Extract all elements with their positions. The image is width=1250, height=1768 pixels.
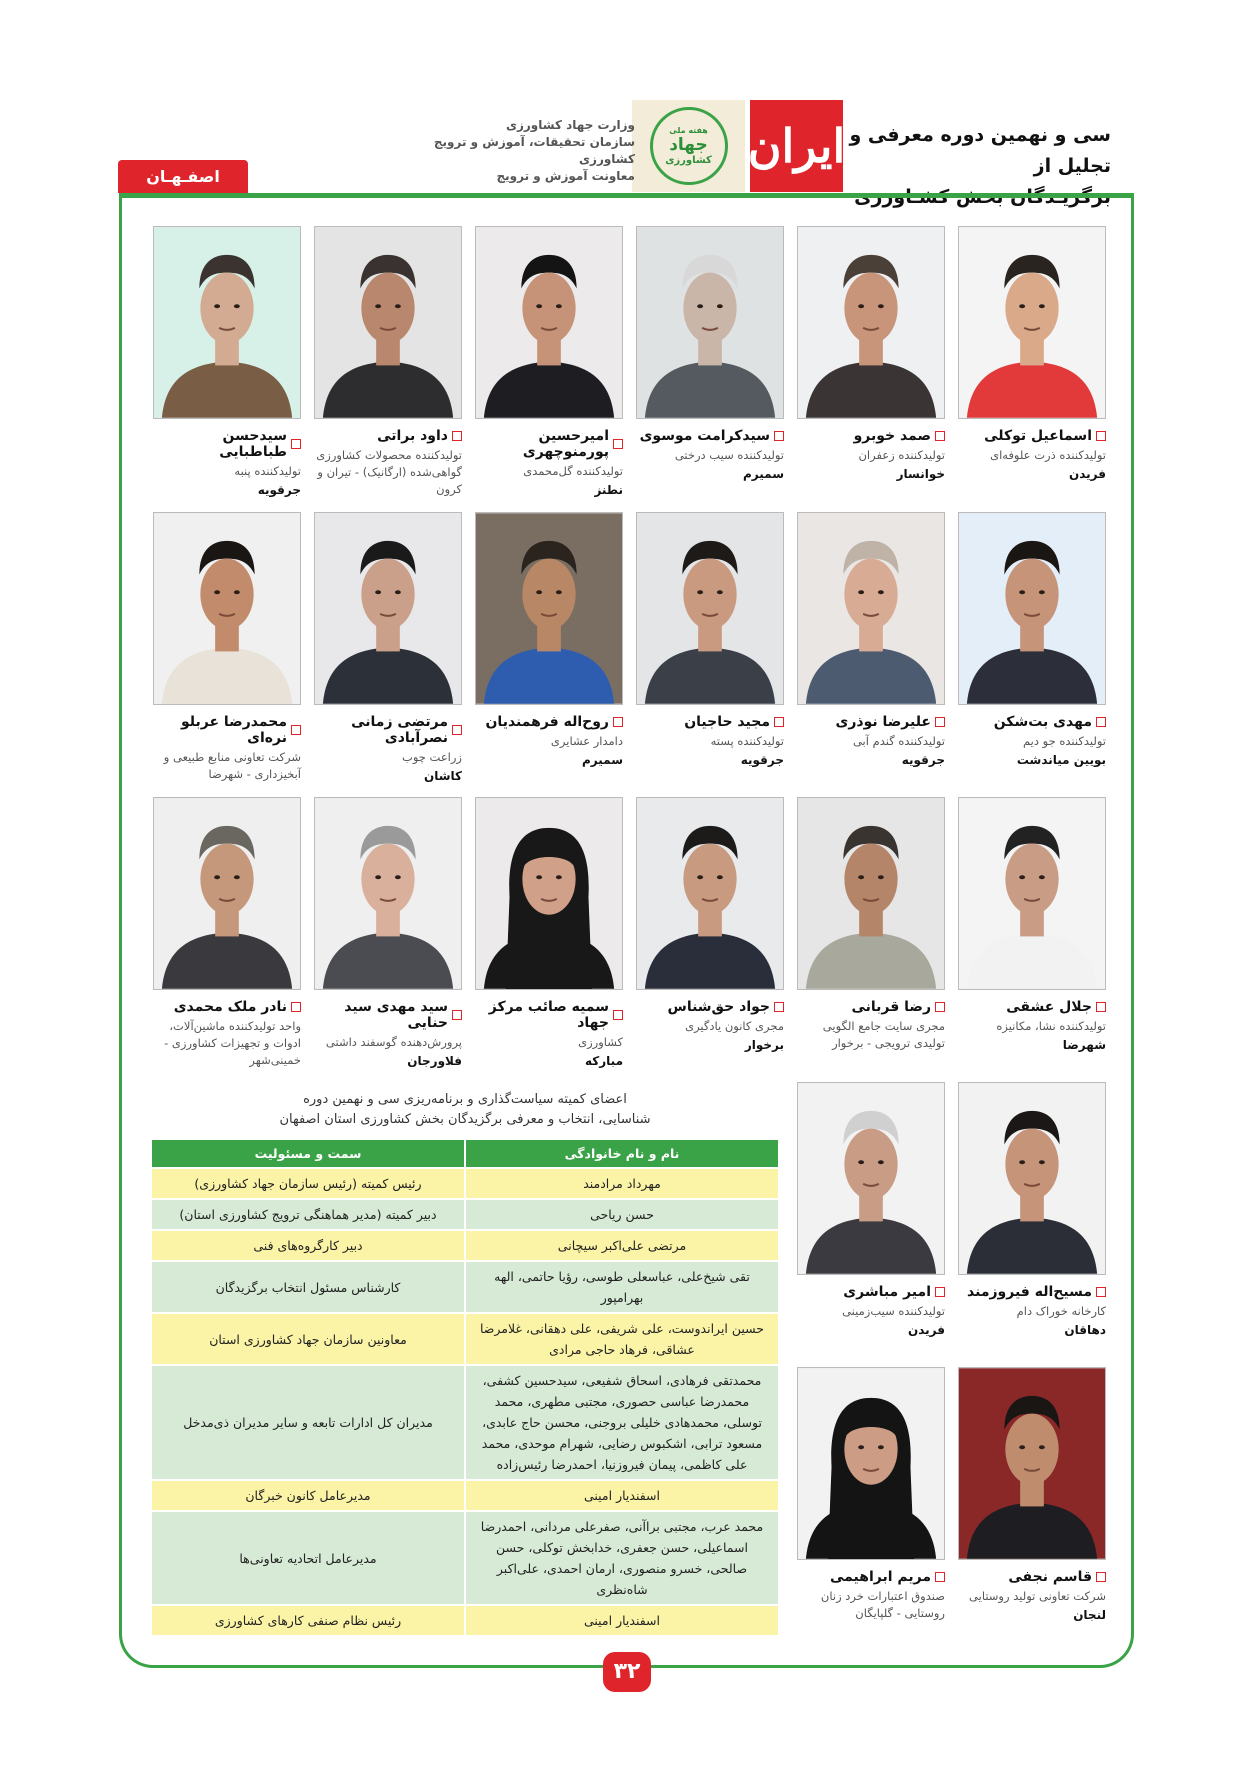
- portrait-photo: [958, 512, 1106, 705]
- portrait-photo: [958, 226, 1106, 419]
- committee-title-line-2: شناسایی، انتخاب و معرفی برگزیدگان بخش کشاورزی استان اصفهان: [279, 1112, 651, 1127]
- person-name: [797, 428, 945, 444]
- province-tab: اصفـهـان: [118, 160, 248, 193]
- member-role-cell: دبیر کارگروه‌های فنی: [151, 1230, 465, 1261]
- checkbox-bullet-icon: [613, 439, 623, 449]
- portrait-photo: [797, 1082, 945, 1275]
- checkbox-bullet-icon: [935, 1002, 945, 1012]
- person-role: پرورش‌دهنده گوسفند داشتی: [325, 1035, 462, 1049]
- jahad-logo: [632, 100, 745, 192]
- portrait-photo: [153, 512, 301, 705]
- person-role: کارخانه خوراک دام: [1016, 1304, 1106, 1318]
- person-city: دهاقان: [1064, 1323, 1106, 1337]
- portrait-image: [476, 798, 622, 989]
- portrait-image: [154, 513, 300, 704]
- committee-title-line-1: اعضای کمیته سیاست‌گذاری و برنامه‌ریزی سی و نهمین دوره: [303, 1092, 627, 1107]
- person-card: [636, 226, 784, 481]
- person-card: [314, 512, 462, 783]
- table-row: [151, 1365, 779, 1480]
- person-name-text: مهدی بت‌شکن: [993, 714, 1092, 730]
- portrait-image: [637, 513, 783, 704]
- person-name: [636, 714, 784, 730]
- person-name-text: سید مهدی سید حنایی: [344, 999, 448, 1031]
- portrait-image: [637, 798, 783, 989]
- checkbox-bullet-icon: [613, 717, 623, 727]
- portrait-image: [798, 227, 944, 418]
- person-role: تولیدکننده سیب درختی: [674, 448, 784, 462]
- person-city: نطنز: [594, 483, 623, 497]
- portrait-photo: [797, 226, 945, 419]
- person-city: فریدن: [1068, 467, 1106, 481]
- person-name: [797, 999, 945, 1015]
- checkbox-bullet-icon: [1096, 1002, 1106, 1012]
- portrait-image: [476, 513, 622, 704]
- portrait-image: [959, 227, 1105, 418]
- col-header-name: نام و نام خانوادگی: [465, 1139, 779, 1168]
- person-role: تولیدکننده گندم آبی: [852, 734, 945, 748]
- person-city: مبارکه: [585, 1054, 623, 1068]
- jahad-logo-line-3: کشاورزی: [665, 155, 712, 166]
- portrait-image: [798, 1368, 944, 1559]
- person-city: کاشان: [423, 769, 462, 783]
- person-role: مجری سایت جامع الگویی تولیدی ترویجی - برخوار: [822, 1019, 945, 1050]
- table-row: [151, 1199, 779, 1230]
- ministry-line-2: سازمان تحقیقات، آموزش و ترویج کشاورزی: [433, 135, 635, 166]
- checkbox-bullet-icon: [935, 431, 945, 441]
- portrait-photo: [475, 797, 623, 990]
- portrait-photo: [153, 797, 301, 990]
- person-name: [475, 428, 623, 460]
- ministry-block: [380, 117, 635, 185]
- person-card: [475, 797, 623, 1068]
- checkbox-bullet-icon: [1096, 1287, 1106, 1297]
- person-city: سمیرم: [581, 753, 623, 767]
- member-name-cell: محمدتقی فرهادی، اسحاق شفیعی، سیدحسین کشفی، محمدرضا عباسی حصوری، مجتبی مطهری، محمد توسلی، محمدهادی خلیلی بروجنی، محسن حاج عابدی، مسعود ترابی، اشکبوس رضایی، شهرام موحدی، محمد علی کاظمی، پیمان فیروزنیا، احمدرضا رئیس‌زاده: [465, 1365, 779, 1480]
- person-name: [797, 714, 945, 730]
- portrait-photo: [636, 512, 784, 705]
- checkbox-bullet-icon: [291, 1002, 301, 1012]
- person-role: تولیدکننده محصولات کشاورزی گواهی‌شده (ارگانیک) - تیران و کرون: [316, 448, 462, 496]
- portrait-image: [959, 1083, 1105, 1274]
- person-role: واحد تولیدکننده ماشین‌آلات، ادوات و تجهیزات کشاورزی - خمینی‌شهر: [164, 1019, 301, 1067]
- member-role-cell: کارشناس مسئول انتخاب برگزیدگان: [151, 1261, 465, 1313]
- person-role: شرکت تعاونی تولید روستایی: [969, 1589, 1106, 1603]
- person-card: [958, 1367, 1106, 1622]
- portrait-photo: [636, 226, 784, 419]
- person-name-text: جلال عشقی: [1006, 999, 1092, 1015]
- person-name: [958, 999, 1106, 1015]
- portrait-image: [154, 227, 300, 418]
- portrait-image: [798, 513, 944, 704]
- checkbox-bullet-icon: [452, 431, 462, 441]
- committee-table: [150, 1138, 780, 1637]
- person-name: [797, 1284, 945, 1300]
- person-city: لنجان: [1073, 1608, 1106, 1622]
- person-name-text: رضا قربانی: [851, 999, 931, 1015]
- person-name-text: قاسم نجفی: [1008, 1569, 1092, 1585]
- checkbox-bullet-icon: [774, 1002, 784, 1012]
- person-name-text: علیرضا نوذری: [835, 714, 931, 730]
- portrait-image: [315, 513, 461, 704]
- portrait-image: [154, 798, 300, 989]
- checkbox-bullet-icon: [1096, 1572, 1106, 1582]
- person-name-text: محمدرضا عربلو نره‌ای: [181, 714, 287, 746]
- member-name-cell: حسن ریاحی: [465, 1199, 779, 1230]
- committee-title: [150, 1090, 780, 1130]
- checkbox-bullet-icon: [613, 1010, 623, 1020]
- person-name-text: مجید حاجیان: [684, 714, 770, 730]
- person-card: [958, 512, 1106, 767]
- ministry-line-3: معاونت آموزش و ترویج: [496, 169, 635, 183]
- person-card: [153, 512, 301, 786]
- person-name-text: اسماعیل توکلی: [984, 428, 1092, 444]
- member-role-cell: رئیس نظام صنفی کارهای کشاورزی: [151, 1605, 465, 1636]
- jahad-logo-line-2: جهاد: [669, 135, 708, 155]
- table-row: [151, 1511, 779, 1605]
- table-row: [151, 1480, 779, 1511]
- portrait-photo: [797, 512, 945, 705]
- checkbox-bullet-icon: [935, 1287, 945, 1297]
- checkbox-bullet-icon: [452, 725, 462, 735]
- portrait-photo: [314, 797, 462, 990]
- portrait-photo: [797, 1367, 945, 1560]
- checkbox-bullet-icon: [291, 439, 301, 449]
- person-name-text: داود براتی: [377, 428, 448, 444]
- person-card: [636, 797, 784, 1052]
- person-name: [153, 428, 301, 460]
- portrait-photo: [314, 512, 462, 705]
- person-role: تولیدکننده ذرت علوفه‌ای: [990, 448, 1106, 462]
- person-name-text: نادر ملک محمدی: [173, 999, 287, 1015]
- member-name-cell: محمد عرب، مجتبی براآنی، صفرعلی مردانی، احمدرضا اسماعیلی، حسن جعفری، خدابخش توکلی، حسن صالحی، خسرو منصوری، ارمان احمدی، علی‌اکبر شاه‌نظری: [465, 1511, 779, 1605]
- table-row: [151, 1261, 779, 1313]
- portrait-photo: [958, 1082, 1106, 1275]
- portrait-photo: [153, 226, 301, 419]
- person-name: [153, 999, 301, 1015]
- person-role: دامدار عشایری: [550, 734, 623, 748]
- person-name-text: مریم ابراهیمی: [829, 1569, 931, 1585]
- portrait-photo: [958, 1367, 1106, 1560]
- person-card: [475, 512, 623, 767]
- checkbox-bullet-icon: [1096, 431, 1106, 441]
- person-role: تولیدکننده پسته: [710, 734, 784, 748]
- person-role: شرکت تعاونی منابع طبیعی و آبخیزداری - شهرضا: [163, 750, 301, 781]
- iran-logo: ایران: [750, 100, 843, 192]
- checkbox-bullet-icon: [935, 717, 945, 727]
- person-name: [153, 714, 301, 746]
- member-role-cell: مدیرعامل کانون خبرگان: [151, 1480, 465, 1511]
- person-name: [958, 428, 1106, 444]
- person-name: [636, 999, 784, 1015]
- member-name-cell: مهرداد مرادمند: [465, 1168, 779, 1199]
- person-card: [797, 512, 945, 767]
- member-name-cell: حسین ایراندوست، علی شریفی، علی دهقانی، غلامرضا عشاقی، فرهاد حاجی مرادی: [465, 1313, 779, 1365]
- person-name-text: مرتضی زمانی نصرآبادی: [351, 714, 448, 746]
- portrait-photo: [475, 226, 623, 419]
- person-name: [797, 1569, 945, 1585]
- person-city: فلاورجان: [407, 1054, 462, 1068]
- person-card: [958, 797, 1106, 1052]
- person-role: زراعت چوب: [402, 750, 462, 764]
- member-role-cell: معاونین سازمان جهاد کشاورزی استان: [151, 1313, 465, 1365]
- portrait-image: [315, 227, 461, 418]
- member-name-cell: مرتضی علی‌اکبر سیچانی: [465, 1230, 779, 1261]
- portrait-photo: [958, 797, 1106, 990]
- person-name: [958, 714, 1106, 730]
- person-card: [314, 226, 462, 501]
- person-card: [958, 226, 1106, 481]
- member-name-cell: اسفندیار امینی: [465, 1480, 779, 1511]
- portrait-image: [959, 1368, 1105, 1559]
- person-name: [475, 714, 623, 730]
- table-row: [151, 1605, 779, 1636]
- portrait-image: [959, 513, 1105, 704]
- col-header-role: سمت و مسئولیت: [151, 1139, 465, 1168]
- table-row: [151, 1230, 779, 1261]
- person-role: تولیدکننده نشا، مکانیزه: [996, 1019, 1106, 1033]
- checkbox-bullet-icon: [1096, 717, 1106, 727]
- person-city: شهرضا: [1062, 1038, 1106, 1052]
- portrait-photo: [797, 797, 945, 990]
- person-card: [797, 797, 945, 1055]
- person-role: تولیدکننده سیب‌زمینی: [842, 1304, 945, 1318]
- member-name-cell: تقی شیخ‌علی، عباسعلی طوسی، رؤیا حاتمی، الهه بهرامپور: [465, 1261, 779, 1313]
- person-name: [314, 999, 462, 1031]
- person-name-text: امیر مباشری: [843, 1284, 931, 1300]
- portrait-photo: [314, 226, 462, 419]
- person-city: خوانسار: [896, 467, 945, 481]
- person-city: فریدن: [907, 1323, 945, 1337]
- person-name: [314, 714, 462, 746]
- checkbox-bullet-icon: [774, 431, 784, 441]
- portrait-photo: [475, 512, 623, 705]
- person-name-text: جواد حق‌شناس: [667, 999, 770, 1015]
- person-city: برخوار: [744, 1038, 784, 1052]
- person-name: [958, 1284, 1106, 1300]
- person-card: [958, 1082, 1106, 1337]
- ministry-line-1: وزارت جهاد کشاورزی: [505, 118, 635, 132]
- person-name: [958, 1569, 1106, 1585]
- person-city: جرقویه: [740, 753, 784, 767]
- jahad-logo-line-1: هفته ملی: [669, 126, 708, 135]
- jahad-emblem: [650, 107, 728, 185]
- person-name: [636, 428, 784, 444]
- member-role-cell: دبیر کمیته (مدیر هماهنگی ترویج کشاورزی استان): [151, 1199, 465, 1230]
- member-role-cell: رئیس کمیته (رئیس سازمان جهاد کشاورزی): [151, 1168, 465, 1199]
- person-name: [314, 428, 462, 444]
- person-card: [797, 1082, 945, 1337]
- person-name-text: امیرحسین پورمنوچهری: [522, 428, 609, 460]
- member-role-cell: مدیرعامل اتحادیه تعاونی‌ها: [151, 1511, 465, 1605]
- person-name: [475, 999, 623, 1031]
- person-role: تولیدکننده گل‌محمدی: [523, 464, 623, 478]
- person-role: تولیدکننده پنبه: [234, 464, 301, 478]
- person-name-text: سیدکرامت موسوی: [639, 428, 770, 444]
- checkbox-bullet-icon: [291, 725, 301, 735]
- person-card: [475, 226, 623, 497]
- person-name-text: صمد خوبرو: [853, 428, 931, 444]
- table-row: [151, 1168, 779, 1199]
- person-card: [797, 226, 945, 481]
- person-name-text: سیدحسن طباطبایی: [219, 428, 287, 460]
- person-card: [797, 1367, 945, 1625]
- portrait-image: [476, 227, 622, 418]
- portrait-photo: [636, 797, 784, 990]
- person-role: تولیدکننده زعفران: [858, 448, 945, 462]
- person-role: تولیدکننده جو دیم: [1023, 734, 1106, 748]
- member-name-cell: اسفندیار امینی: [465, 1605, 779, 1636]
- person-city: جرقویه: [257, 483, 301, 497]
- person-card: [153, 226, 301, 497]
- person-name-text: روح‌اله فرهمندیان: [485, 714, 609, 730]
- person-card: [636, 512, 784, 767]
- checkbox-bullet-icon: [935, 1572, 945, 1582]
- person-city: سمیرم: [742, 467, 784, 481]
- title-line-1: سی و نهمین دوره معرفی و تجلیل از: [849, 124, 1111, 177]
- page-number: ۳۲: [603, 1652, 651, 1692]
- person-role: مجری کانون یادگیری: [685, 1019, 784, 1033]
- person-city: جرقویه: [901, 753, 945, 767]
- person-role: کشاورزی: [578, 1035, 623, 1049]
- portrait-image: [959, 798, 1105, 989]
- portrait-image: [315, 798, 461, 989]
- person-city: بویین میاندشت: [1016, 753, 1106, 767]
- checkbox-bullet-icon: [452, 1010, 462, 1020]
- checkbox-bullet-icon: [774, 717, 784, 727]
- portrait-image: [637, 227, 783, 418]
- person-role: صندوق اعتبارات خرد زنان روستایی - گلپایگان: [820, 1589, 945, 1620]
- portrait-image: [798, 1083, 944, 1274]
- member-role-cell: مدیران کل ادارات تابعه و سایر مدیران ذی‌مدخل: [151, 1365, 465, 1480]
- person-name-text: سمیه صائب مرکز جهاد: [488, 999, 609, 1031]
- person-card: [314, 797, 462, 1068]
- person-name-text: مسیح‌اله فیروزمند: [967, 1284, 1092, 1300]
- title-line-2: برگزیـدگان بخش کشـاورزی: [854, 186, 1111, 208]
- table-row: [151, 1313, 779, 1365]
- portrait-image: [798, 798, 944, 989]
- person-card: [153, 797, 301, 1072]
